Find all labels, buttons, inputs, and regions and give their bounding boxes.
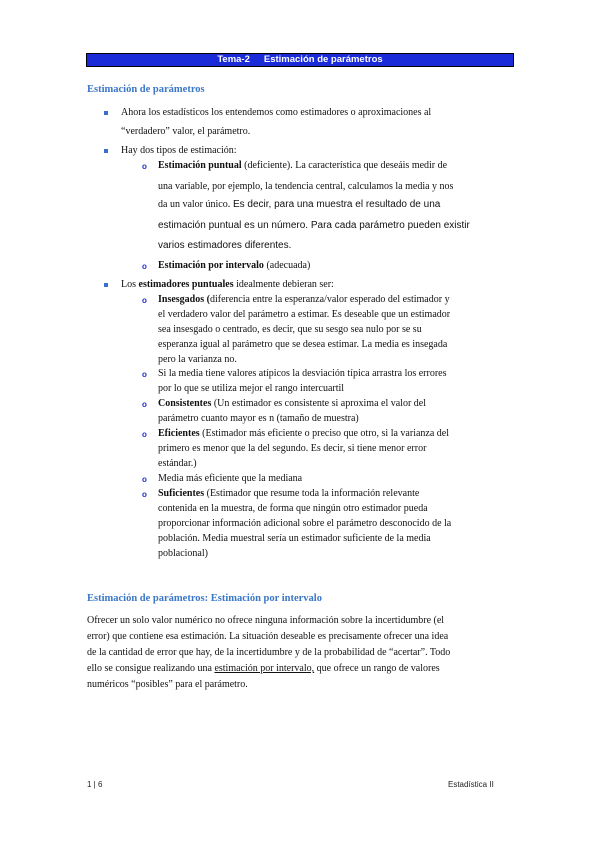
bullet-circle-icon: o [142,475,147,484]
property-line: parámetro cuanto mayor es n (tamaño de muestra) [158,413,359,424]
interval-estimation-desc: (adecuada) [263,260,311,271]
bullet-circle-icon: o [142,370,147,379]
point-estimation-line3b: Es decir, para una muestra el resultado de una [230,199,441,210]
point-estimation-line4: estimación puntual es un número. Para cada parámetro pueden existir [158,220,470,231]
property-text: (Un estimador es consistente si aproxima el valor del [211,398,427,409]
property-line [158,397,426,410]
paragraph-line4a: ello se consigue realizando una [87,663,215,674]
property-line: el verdadero valor del parámetro a estimar. Es deseable que un estimador [158,309,451,320]
interval-estimation-line [158,259,310,272]
bullet1-line2: “verdadero” valor, el parámetro. [121,126,251,137]
property-line [158,487,419,500]
bullet3-text [121,278,334,291]
point-estimation-line2: una variable, por ejemplo, la tendencia central, calculamos la media y nos [158,181,454,192]
header-text [87,54,513,66]
section-heading: Estimación de parámetros [87,84,205,95]
bullet-square-icon [104,111,108,115]
property-line: población. Media muestral sería un estimador suficiente de la media [158,533,431,544]
bullet-circle-icon: o [142,490,147,499]
point-estimation-line3a: da un valor único. [158,199,231,210]
bullet-circle-icon: o [142,262,147,271]
property-line: Si la media tiene valores atípicos la desviación típica arrastra los errores [158,368,447,379]
paragraph-line: error) que contiene esa estimación. La situación deseable es precisamente ofrecer una idea [87,631,449,642]
property-line: poblacional) [158,548,208,559]
property-text: (Estimador más eficiente o preciso que otro, si la varianza del [199,428,450,439]
paragraph-line: de la cantidad de error que hay, de la incertidumbre y de la probabilidad de “acertar”. Todo [87,647,451,658]
property-line: proporcionar información adicional sobre el parámetro desconocido de la [158,518,452,529]
property-term: Consistentes [158,398,212,409]
bullet-square-icon [104,149,108,153]
bullet1-line1: Ahora los estadísticos los entendemos como estimadores o aproximaciones al [121,107,432,118]
header-bar [86,53,514,67]
paragraph-line: numéricos “posibles” para el parámetro. [87,679,248,690]
bullet-circle-icon: o [142,400,147,409]
property-line: por lo que se utiliza mejor el rango intercuartil [158,383,345,394]
property-line: estándar.) [158,458,197,469]
topic-number: Tema-2 [217,54,250,65]
topic-title: Estimación de parámetros [263,54,383,65]
point-estimation-line3 [158,198,440,211]
property-term: Eficientes [158,428,200,439]
bullet-circle-icon: o [142,296,147,305]
paragraph-line4b: que ofrece un rango de valores [314,663,440,674]
bullet-square-icon [104,283,108,287]
property-line: esperanza igual al parámetro que se desea estimar. La media es insegada [158,339,448,350]
point-estimation-term: Estimación puntual [158,160,242,171]
property-line: Media más eficiente que la mediana [158,473,303,484]
property-text: (Estimador que resume toda la información relevante [204,488,420,499]
interval-estimation-term: Estimación por intervalo [158,260,264,271]
property-line: contenida en la muestra, de forma que ningún otro estimador pueda [158,503,428,514]
point-estimation-line5: varios estimadores diferentes. [158,240,292,251]
bullet3-pre: Los [121,279,139,290]
point-estimation-desc: (deficiente). La característica que deseáis medir de [241,160,448,171]
bullet-circle-icon: o [142,430,147,439]
paragraph-line [87,662,440,675]
paragraph-line: Ofrecer un solo valor numérico no ofrece ninguna información sobre la incertidumbre (el [87,615,445,626]
property-line [158,427,449,440]
bullet3-term: estimadores puntuales [138,279,234,290]
section-heading-interval: Estimación de parámetros: Estimación por intervalo [87,593,322,604]
property-term: Insesgados ( [158,294,210,305]
interval-estimation-underlined: estimación por intervalo, [214,663,315,674]
bullet-circle-icon: o [142,162,147,171]
bullet2-text: Hay dos tipos de estimación: [121,145,237,156]
course-name: Estadística II [448,780,494,789]
property-line: sea insesgado o centrado, es decir, que su sesgo sea nulo por se su [158,324,422,335]
property-text: diferencia entre la esperanza/valor esperado del estimador y [209,294,450,305]
bullet3-rest: idealmente debieran ser: [233,279,334,290]
property-line [158,293,450,306]
property-line: pero la varianza no. [158,354,237,365]
property-term: Suficientes [158,488,205,499]
property-line: primero es menor que la del segundo. Es decir, si tiene menor error [158,443,427,454]
point-estimation-line1 [158,159,447,172]
page-number: 1 | 6 [87,780,103,789]
